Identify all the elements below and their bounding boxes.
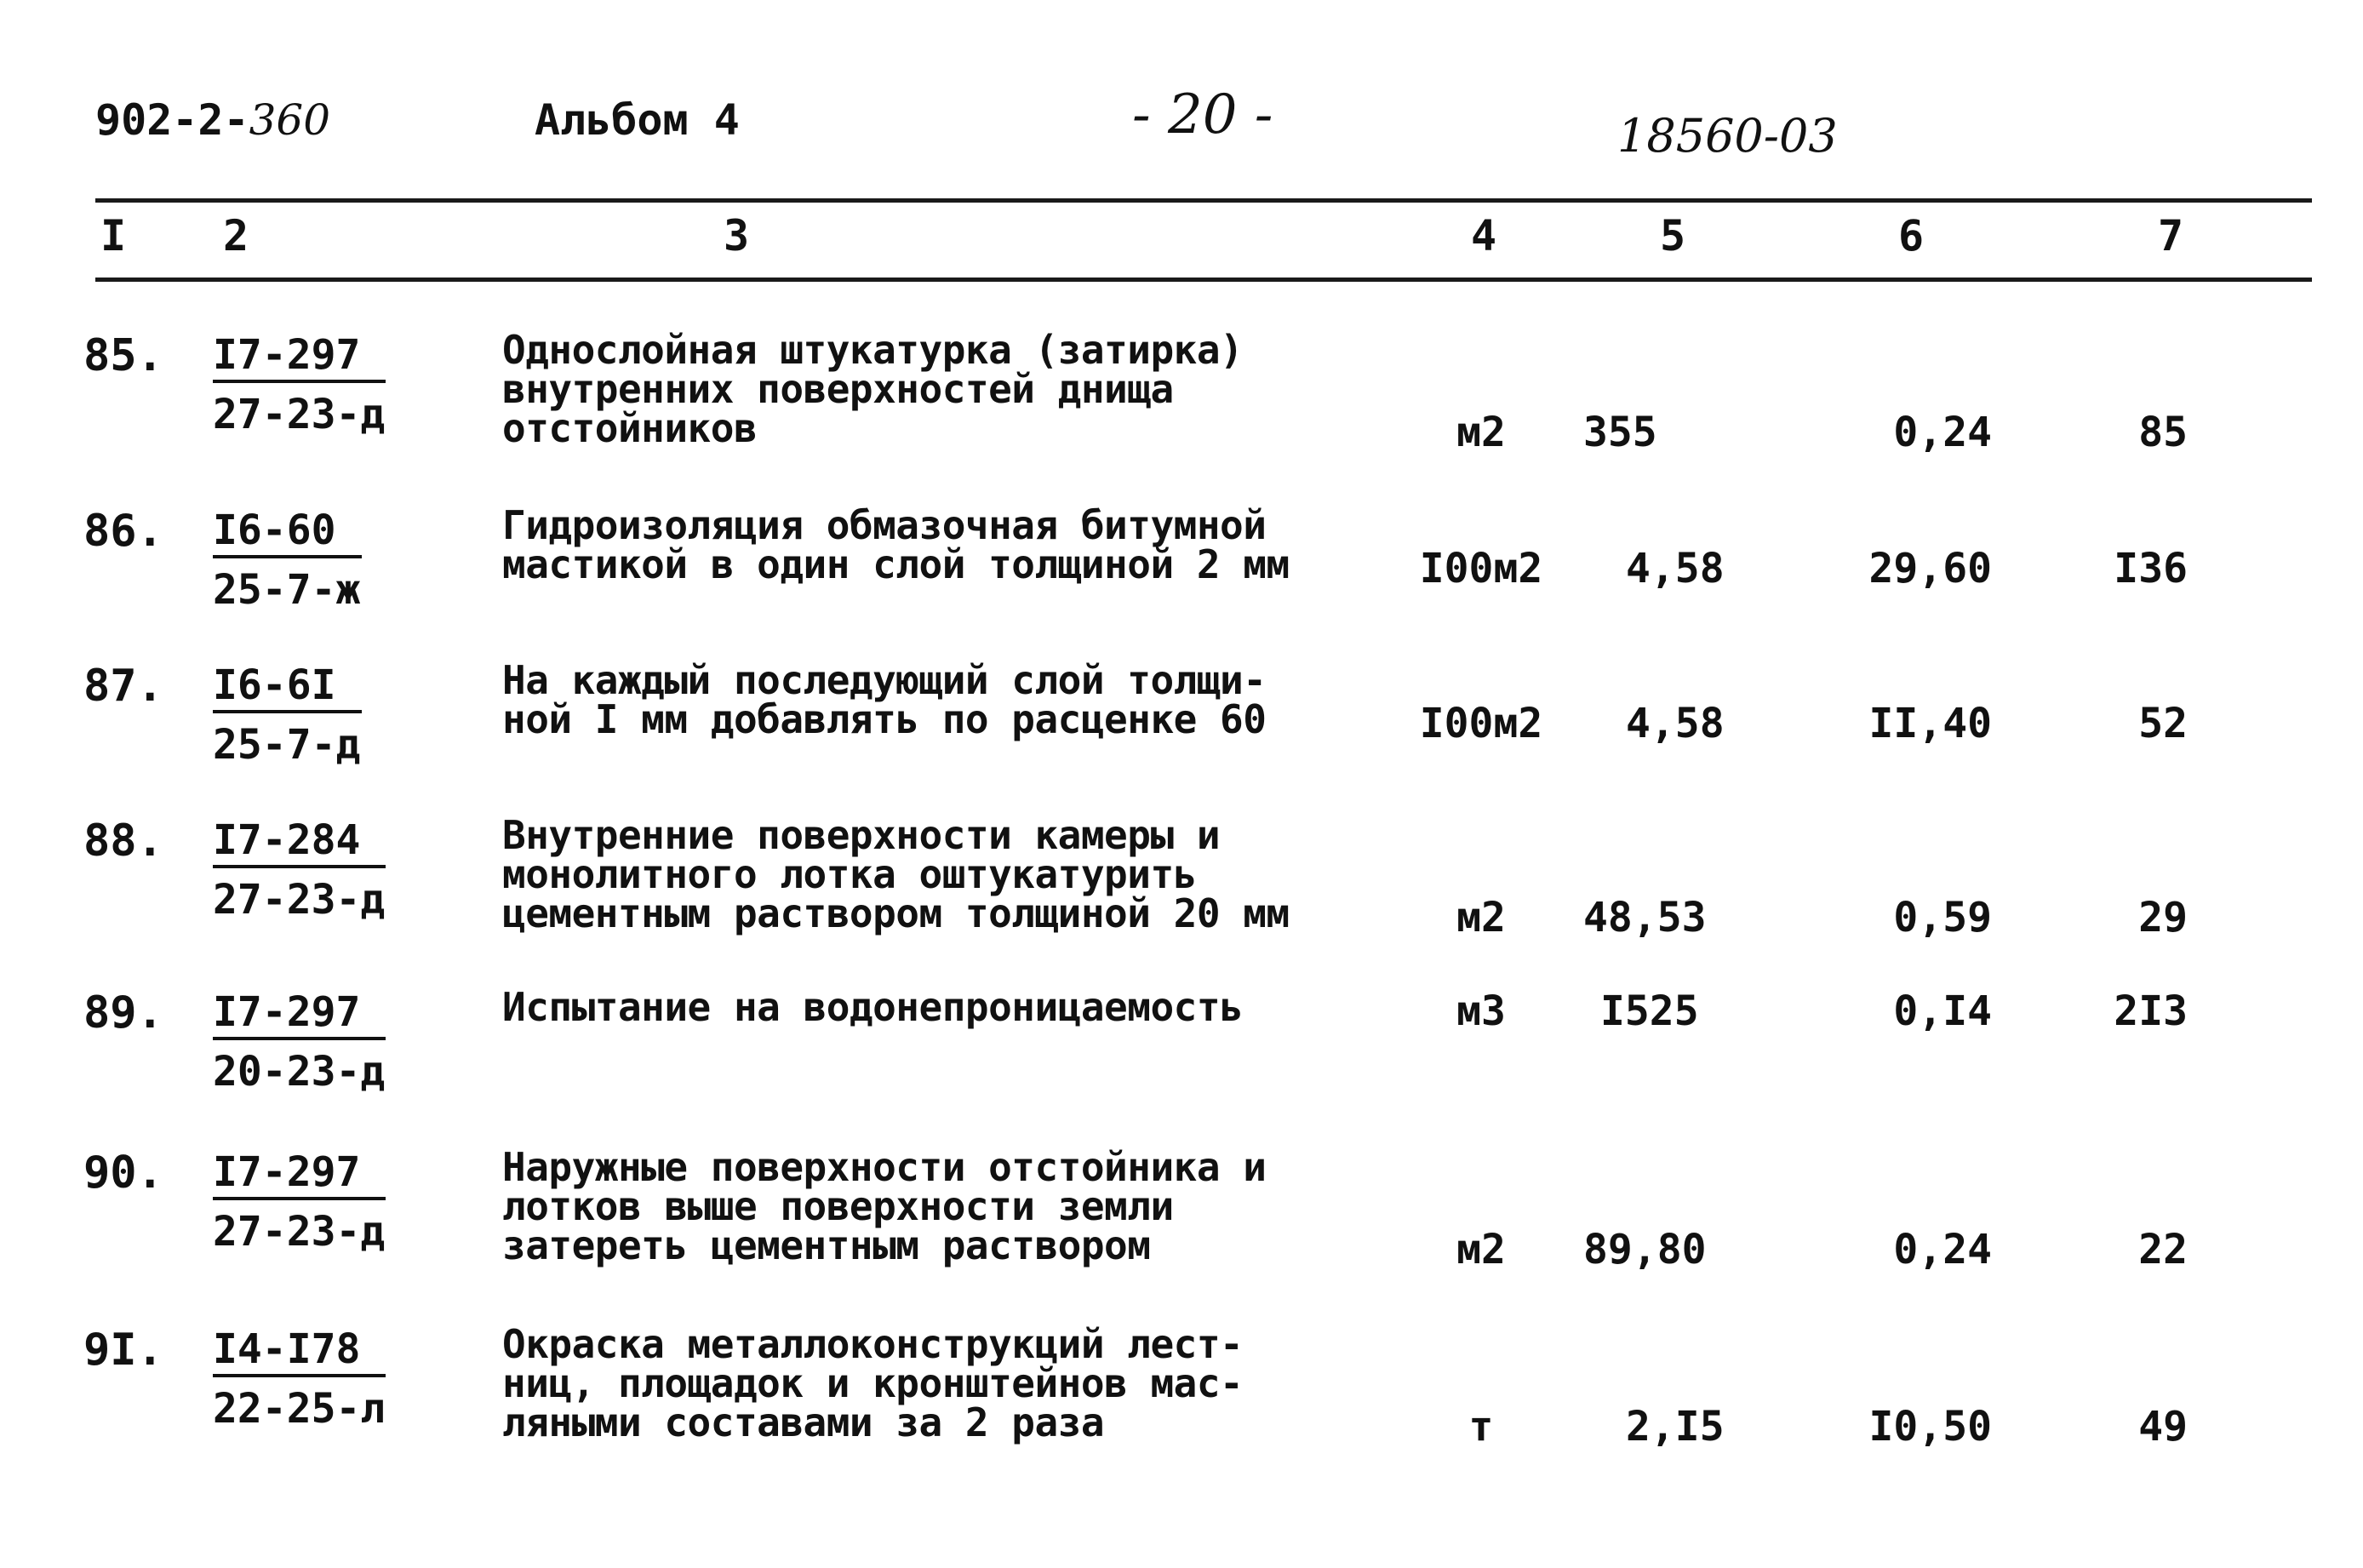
unit-price: I0,50: [1868, 1403, 1992, 1451]
rate-code-top: I6-60: [213, 506, 362, 558]
unit: I00м2: [1419, 700, 1543, 747]
rate-code: [213, 1147, 386, 1256]
rate-code-bottom: 27-23-д: [213, 391, 386, 438]
album-label: Альбом 4: [535, 95, 740, 145]
column-header-5: 5: [1660, 211, 1686, 260]
table-row: [0, 502, 2363, 676]
row-number: 87.: [83, 661, 163, 712]
total-cost: 52: [2138, 700, 2188, 747]
table-header-rule: [95, 278, 2312, 282]
unit: м3: [1456, 987, 1506, 1035]
total-cost: 22: [2138, 1226, 2188, 1273]
page-number: [1132, 83, 1273, 146]
table-row: [0, 1321, 2363, 1495]
work-description: Внутренние поверхности камеры и монолитного лотка оштукатурить цементным раствором толщиной 20 мм: [502, 812, 1290, 936]
rate-code-bottom: 25-7-ж: [213, 566, 361, 614]
rate-code: [213, 1325, 386, 1434]
row-number: 86.: [83, 506, 163, 557]
rate-code-top: I6-6I: [213, 661, 362, 713]
rate-code: [213, 987, 386, 1096]
quantity: 48,53: [1583, 894, 1707, 941]
total-cost: 85: [2138, 409, 2188, 456]
column-header-6: 6: [1898, 211, 1925, 260]
quantity: 4,58: [1626, 700, 1725, 747]
work-description: Испытание на водонепроницаемость: [502, 984, 1244, 1030]
table-top-rule: [95, 198, 2312, 203]
rate-code-bottom: 27-23-д: [213, 1208, 386, 1256]
column-header-3: 3: [724, 211, 750, 260]
total-cost: 29: [2138, 894, 2188, 941]
quantity: 89,80: [1583, 1226, 1707, 1273]
rate-code: [213, 330, 386, 439]
row-number: 88.: [83, 815, 163, 867]
rate-code-bottom: 22-25-л: [213, 1385, 386, 1433]
row-number: 90.: [83, 1147, 163, 1199]
work-description: Однослойная штукатурка (затирка) внутренних поверхностей днища отстойников: [502, 327, 1244, 451]
rate-code-top: I7-284: [213, 815, 386, 868]
quantity: 355: [1583, 409, 1657, 456]
table-row: [0, 327, 2363, 501]
unit: т: [1468, 1403, 1494, 1451]
unit: I00м2: [1419, 545, 1543, 592]
column-header-2: 2: [223, 211, 249, 260]
page-number-text: - 20 -: [1132, 83, 1273, 146]
unit-price: 0,I4: [1893, 987, 1992, 1035]
unit: м2: [1456, 409, 1506, 456]
document-code: [95, 95, 330, 145]
quantity: 2,I5: [1626, 1403, 1725, 1451]
quantity: 4,58: [1626, 545, 1725, 592]
unit: м2: [1456, 1226, 1506, 1273]
unit-price: 0,59: [1893, 894, 1992, 941]
unit-price: II,40: [1868, 700, 1992, 747]
rate-code-bottom: 20-23-д: [213, 1048, 386, 1096]
table-row: [0, 1144, 2363, 1318]
rate-code: [213, 661, 362, 770]
document-code-prefix: 902-2-: [95, 95, 249, 145]
column-header-7: 7: [2158, 211, 2184, 260]
table-row: [0, 984, 2363, 1158]
rate-code-top: I7-297: [213, 1147, 386, 1200]
work-description: Наружные поверхности отстойника и лотков выше поверхности земли затереть цементным раствором: [502, 1144, 1267, 1268]
document-code-handwritten: 360: [249, 95, 331, 145]
table-row: [0, 657, 2363, 831]
row-number: 85.: [83, 330, 163, 381]
work-description: На каждый последующий слой толщи- ной I мм добавлять по расценке 60: [502, 657, 1267, 742]
unit-price: 0,24: [1893, 409, 1992, 456]
rate-code-bottom: 25-7-д: [213, 721, 361, 769]
work-description: Гидроизоляция обмазочная битумной мастикой в один слой толщиной 2 мм: [502, 502, 1290, 587]
rate-code: [213, 506, 362, 615]
unit-price: 0,24: [1893, 1226, 1992, 1273]
rate-code-top: I7-297: [213, 987, 386, 1040]
total-cost: I36: [2114, 545, 2188, 592]
rate-code-top: I4-I78: [213, 1325, 386, 1377]
rate-code: [213, 815, 386, 924]
unit-price: 29,60: [1868, 545, 1992, 592]
row-number: 89.: [83, 987, 163, 1039]
column-header-1: I: [100, 211, 127, 260]
work-description: Окраска металлоконструкций лест- ниц, площадок и кронштейнов мас- ляными составами за 2 раза: [502, 1321, 1244, 1445]
rate-code-bottom: 27-23-д: [213, 876, 386, 924]
rate-code-top: I7-297: [213, 330, 386, 383]
total-cost: 2I3: [2114, 987, 2188, 1035]
total-cost: 49: [2138, 1403, 2188, 1451]
row-number: 9I.: [83, 1325, 163, 1376]
unit: м2: [1456, 894, 1506, 941]
quantity: I525: [1600, 987, 1699, 1035]
table-row: [0, 812, 2363, 986]
project-number: 18560-03: [1617, 109, 1838, 163]
column-header-4: 4: [1471, 211, 1497, 260]
